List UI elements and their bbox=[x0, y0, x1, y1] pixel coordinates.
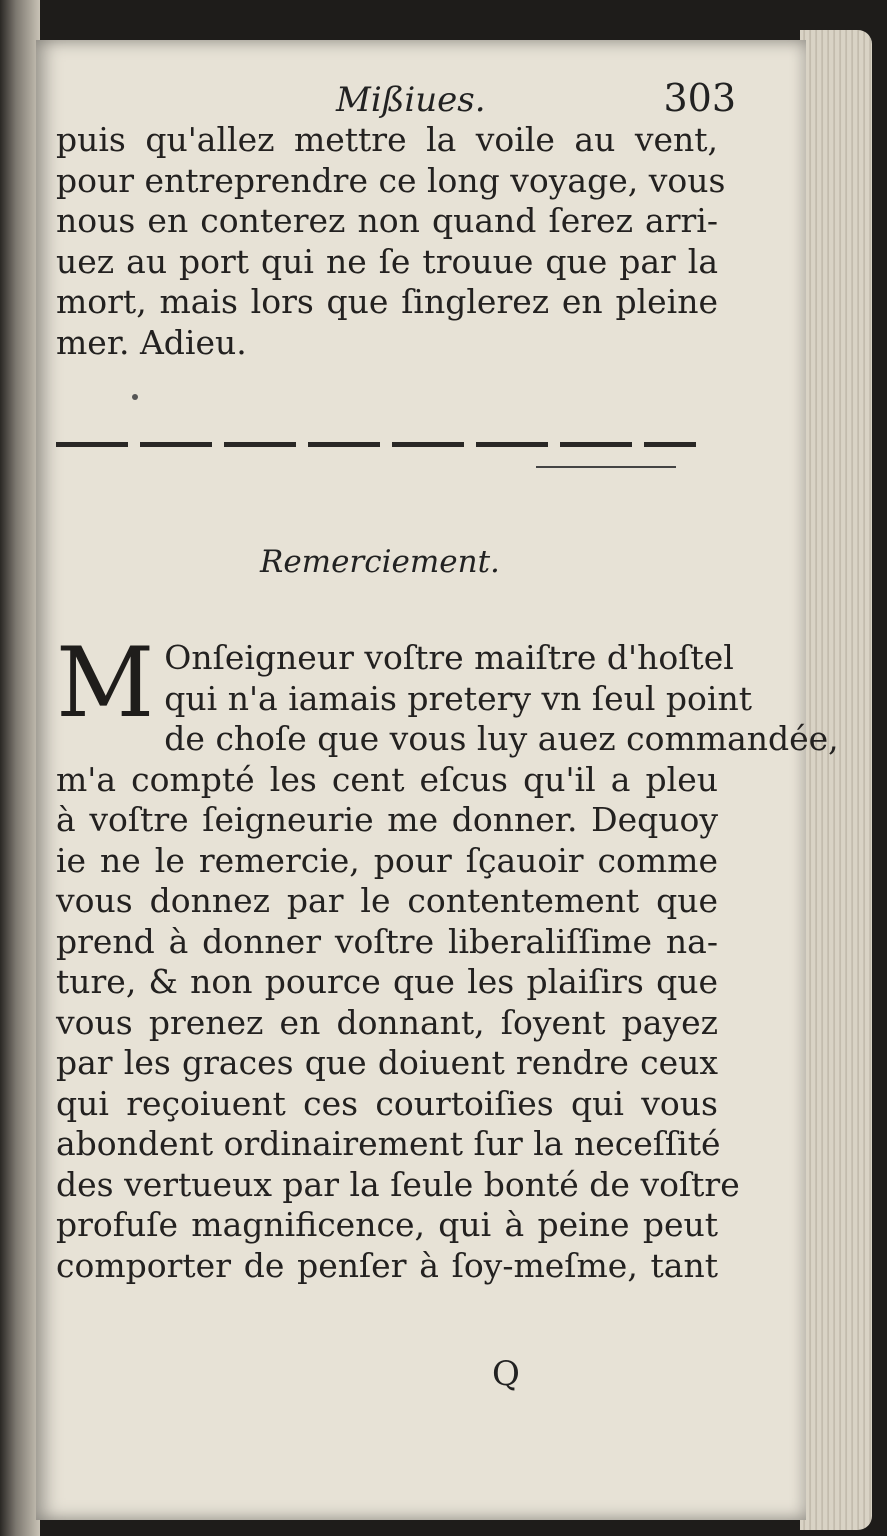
text-line: comporter de penſer à ſoy-meſme, tant bbox=[56, 1245, 718, 1285]
ink-spot bbox=[132, 394, 138, 400]
text-line: qui n'a iamais pretery vn ſeul point bbox=[164, 678, 752, 718]
book-page bbox=[36, 40, 839, 1520]
drop-capital: M bbox=[56, 627, 155, 739]
text-line: Onſeigneur voſtre maiſtre d'hoſtel bbox=[164, 638, 734, 677]
page-number: 303 bbox=[663, 76, 736, 120]
text-line: vous prenez en donnant, ſoyent payez bbox=[56, 1002, 718, 1042]
text-line: prend à donner voſtre liberaliſſime na- bbox=[56, 921, 718, 961]
running-title: Mißiues. bbox=[336, 80, 486, 120]
rule-line bbox=[56, 442, 696, 447]
text-line: m'a compté les cent eſcus qu'il a pleu bbox=[56, 759, 718, 799]
page-header bbox=[56, 76, 736, 126]
section-title: Remerciement. bbox=[260, 544, 500, 580]
text-line: à voſtre ſeigneurie me donner. Dequoy bbox=[56, 800, 718, 839]
text-line: abondent ordinairement ſur la neceſſité bbox=[56, 1124, 721, 1163]
facing-page-edge bbox=[0, 0, 40, 1536]
letter-closing-text bbox=[56, 120, 726, 363]
catchword: Q bbox=[492, 1354, 520, 1394]
text-line: pour entreprendre ce long voyage, vous bbox=[56, 160, 726, 200]
text-line: vous donnez par le contentement que bbox=[56, 881, 718, 920]
text-line: de choſe que vous luy auez commandée, bbox=[164, 719, 839, 758]
page-edges bbox=[800, 30, 872, 1530]
text-line: des vertueux par la ſeule bonté de voſtre bbox=[56, 1164, 740, 1204]
text-line: mort, mais lors que ſinglerez en pleine bbox=[56, 282, 718, 321]
text-line: qui reçoiuent ces courtoiſies qui vous bbox=[56, 1083, 718, 1123]
text-line: ture, & non pource que les plaiſirs que bbox=[56, 962, 718, 1001]
rule-underline bbox=[536, 466, 676, 468]
text-line: profuſe magnificence, qui à peine peut bbox=[56, 1205, 718, 1244]
text-line: puis qu'allez mettre la voile au vent, bbox=[56, 120, 718, 159]
text-line: mer. Adieu. bbox=[56, 322, 247, 362]
section-body bbox=[56, 627, 839, 1286]
ornamental-rule bbox=[56, 434, 716, 474]
text-line: uez au port qui ne ſe trouue que par la bbox=[56, 241, 718, 281]
text-line: ie ne le remercie, pour ſçauoir comme bbox=[56, 840, 718, 880]
text-line: par les graces que doiuent rendre ceux bbox=[56, 1043, 718, 1082]
text-line: nous en conterez non quand ſerez arri- bbox=[56, 201, 718, 240]
